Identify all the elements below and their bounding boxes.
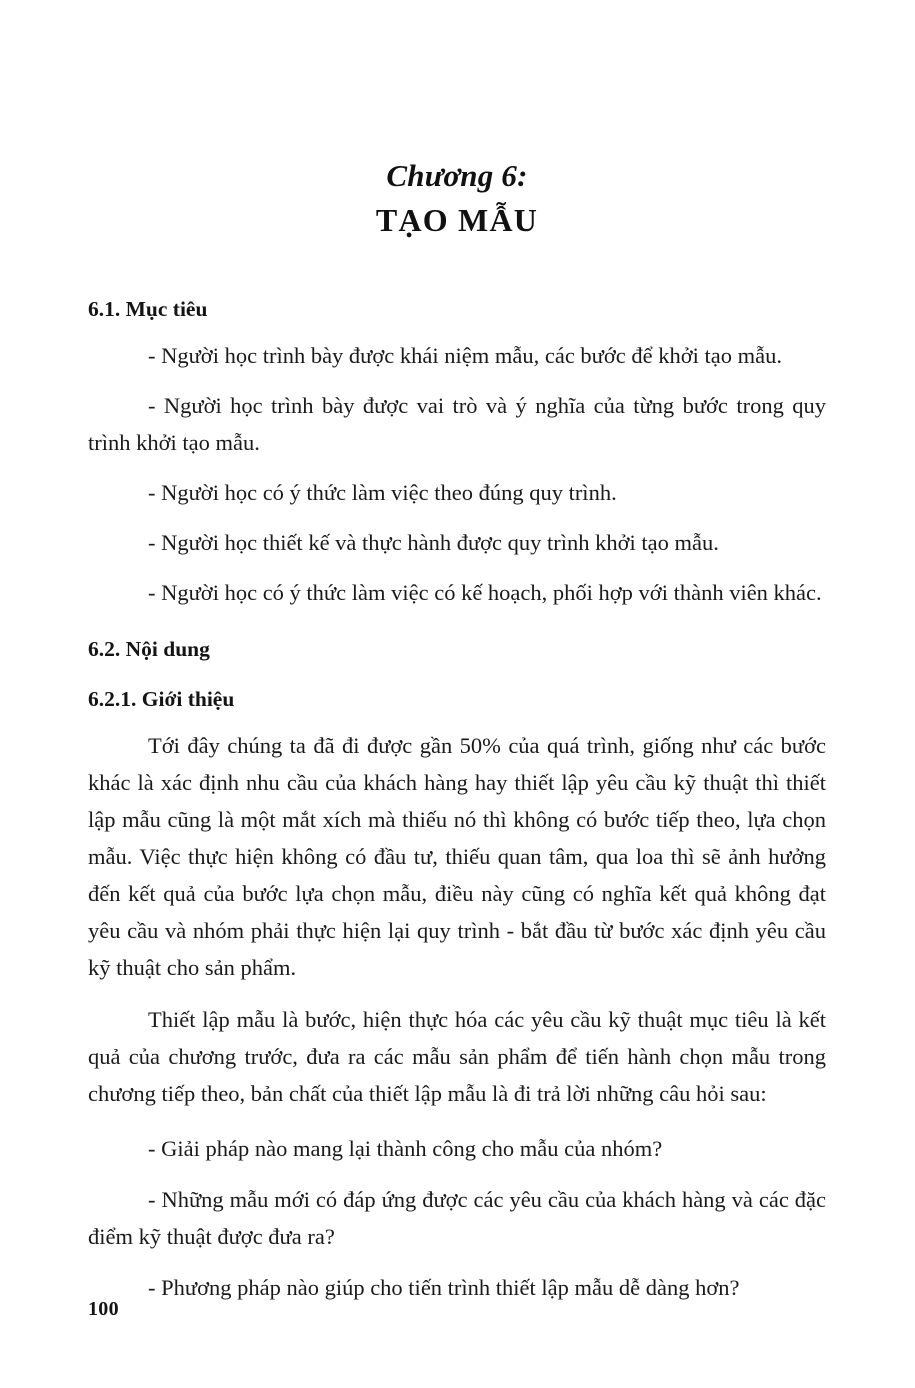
section-heading-objectives: 6.1. Mục tiêu bbox=[88, 297, 208, 322]
question-item: - Phương pháp nào giúp cho tiến trình thiết lập mẫu dễ dàng hơn? bbox=[148, 1275, 740, 1301]
questions-list bbox=[88, 1130, 826, 1306]
objective-item: - Người học có ý thức làm việc theo đúng quy trình. bbox=[148, 480, 617, 506]
objective-item: - Người học trình bày được khái niệm mẫu, các bước để khởi tạo mẫu. bbox=[148, 343, 782, 369]
question-item: - Giải pháp nào mang lại thành công cho mẫu của nhóm? bbox=[148, 1136, 663, 1162]
objectives-list bbox=[88, 337, 826, 611]
page-content bbox=[88, 0, 826, 1306]
page-number: 100 bbox=[88, 1298, 119, 1320]
objective-item: - Người học trình bày được vai trò và ý nghĩa của từng bước trong quy trình khởi tạo mẫu. bbox=[88, 393, 826, 456]
chapter-name: TẠO MẪU bbox=[375, 201, 539, 238]
chapter-title-block bbox=[88, 158, 826, 239]
intro-paragraph: Tới đây chúng ta đã đi được gần 50% của quá trình, giống như các bước khác là xác định nhu cầu của khách hàng hay thiết lập yêu cầu kỹ thuật thì thiết lập mẫu cũng là một mắt xích mà thiếu nó thì không có bước tiếp theo, lựa chọn mẫu. Việc thực hiện không có đầu tư, thiếu quan tâm, qua loa thì sẽ ảnh hưởng đến kết quả của bước lựa chọn mẫu, điều này cũng có nghĩa kết quả không đạt yêu cầu và nhóm phải thực hiện lại quy trình - bắt đầu từ bước xác định yêu cầu kỹ thuật cho sản phẩm. bbox=[88, 733, 826, 981]
section-heading-introduction: 6.2.1. Giới thiệu bbox=[88, 687, 235, 712]
chapter-label: Chương 6: bbox=[386, 158, 528, 193]
question-item: - Những mẫu mới có đáp ứng được các yêu cầu của khách hàng và các đặc điểm kỹ thuật được đưa ra? bbox=[88, 1187, 826, 1250]
section-heading-content: 6.2. Nội dung bbox=[88, 637, 210, 662]
objective-item: - Người học có ý thức làm việc có kế hoạch, phối hợp với thành viên khác. bbox=[148, 580, 822, 606]
intro-paragraph: Thiết lập mẫu là bước, hiện thực hóa các yêu cầu kỹ thuật mục tiêu là kết quả của chương trước, đưa ra các mẫu sản phẩm để tiến hành chọn mẫu trong chương tiếp theo, bản chất của thiết lập mẫu là đi trả lời những câu hỏi sau: bbox=[88, 1007, 826, 1107]
objective-item: - Người học thiết kế và thực hành được quy trình khởi tạo mẫu. bbox=[148, 530, 719, 556]
